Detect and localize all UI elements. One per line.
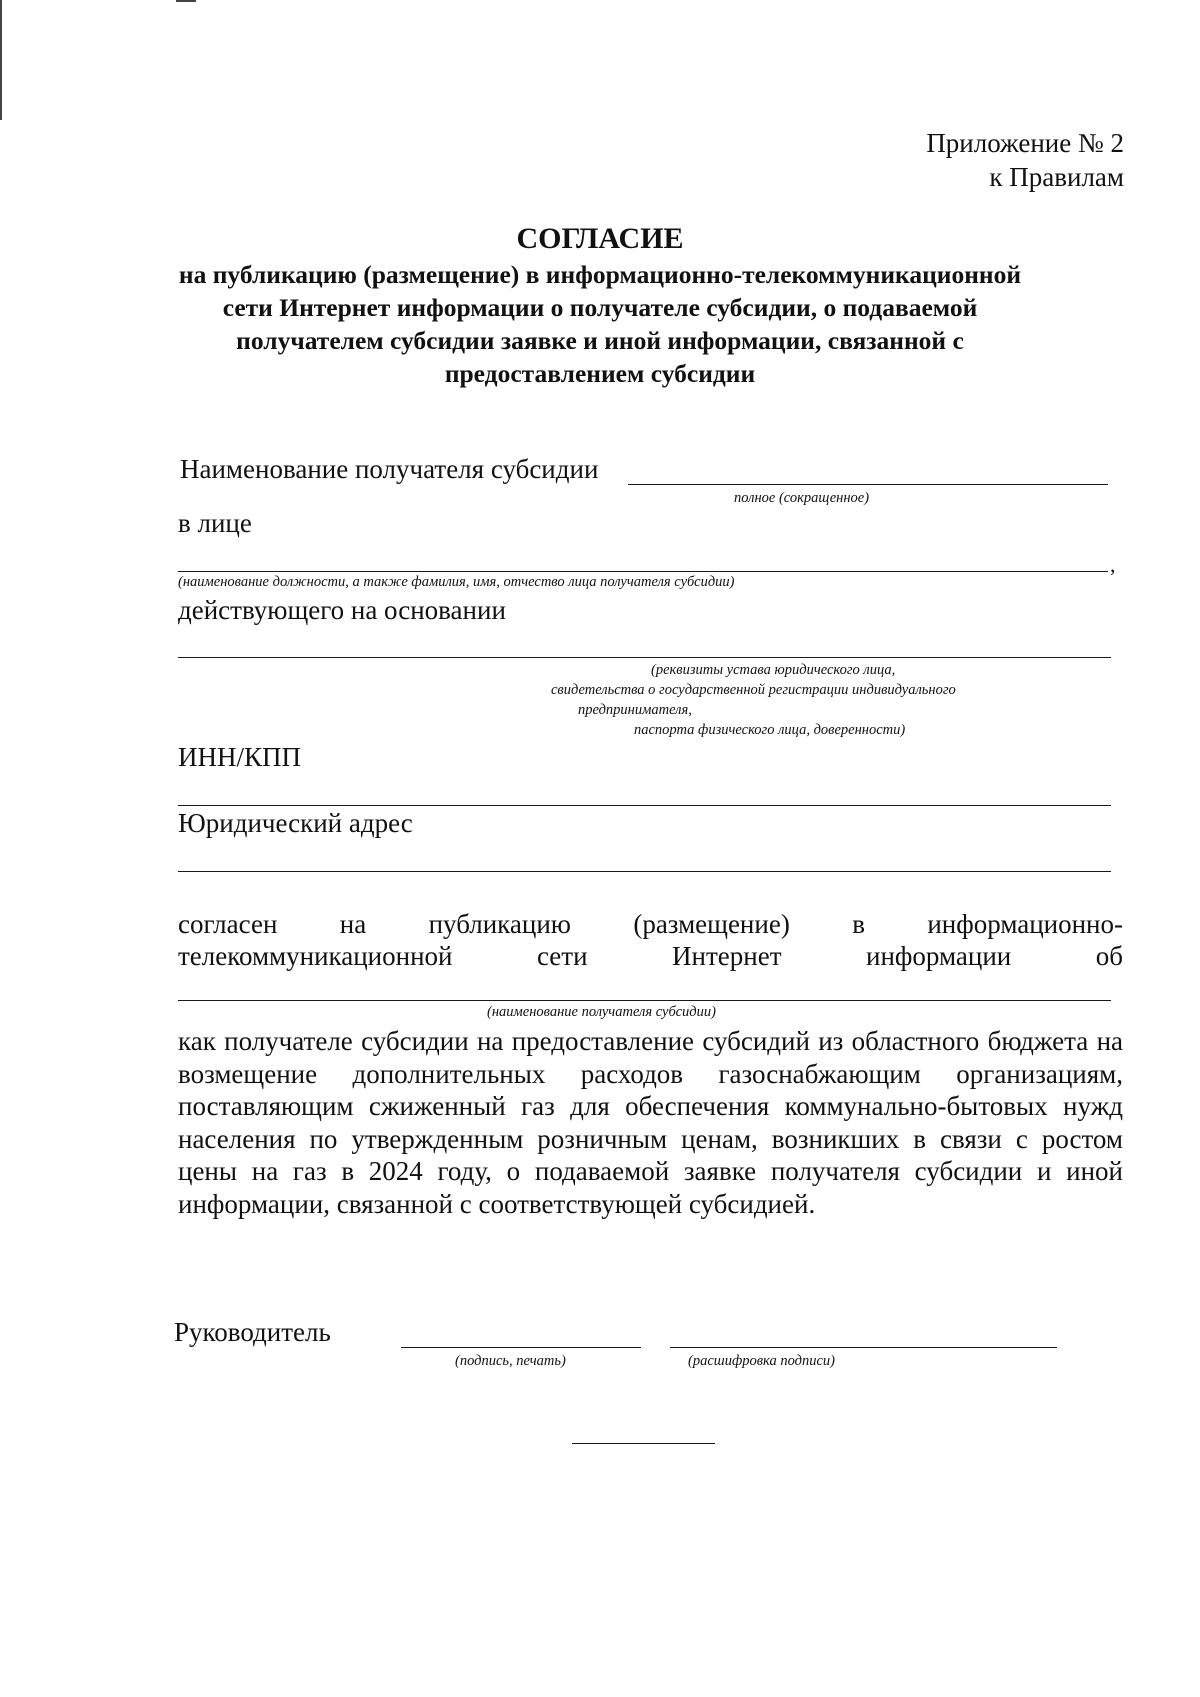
basis-hint-line-4: паспорта физического лица, доверенности) — [634, 722, 906, 738]
title-line-2: сети Интернет информации о получателе субсидии, о подаваемой — [222, 293, 978, 322]
person-comma: , — [1110, 552, 1116, 577]
signature-hint: (подпись, печать) — [455, 1353, 566, 1369]
basis-hint-line-3: предпринимателя, — [578, 702, 692, 718]
closing-divider — [572, 1443, 715, 1444]
consent-line-1: согласен на публикацию (размещение) в информационно- — [178, 909, 1123, 939]
consent-recipient-field[interactable] — [178, 1000, 1111, 1001]
person-label: в лице — [178, 508, 252, 538]
inn-field[interactable] — [178, 805, 1111, 806]
appendix-line-1: Приложение № 2 — [926, 128, 1124, 158]
signature-decode-hint: (расшифровка подписи) — [688, 1353, 836, 1369]
inn-label: ИНН/КПП — [178, 742, 302, 772]
signature-label: Руководитель — [174, 1317, 331, 1347]
appendix-line-2: к Правилам — [989, 162, 1124, 192]
consent-name-hint: (наименование получателя субсидии) — [487, 1004, 716, 1020]
basis-hint-line-2: свидетельства о государственной регистрации индивидуального — [551, 682, 956, 698]
recipient-name-field[interactable] — [628, 484, 1108, 485]
address-field[interactable] — [178, 871, 1111, 872]
recipient-hint: полное (сокращенное) — [734, 490, 870, 506]
signature-field[interactable] — [401, 1347, 641, 1348]
consent-line-2: телекоммуникационной сети Интернет информации об — [178, 941, 1123, 971]
person-field[interactable] — [178, 571, 1108, 572]
scan-mark-top — [176, 0, 196, 2]
recipient-label: Наименование получателя субсидии — [180, 454, 599, 484]
basis-hint-line-1: (реквизиты устава юридического лица, — [651, 662, 896, 678]
basis-label: действующего на основании — [178, 595, 506, 625]
basis-field[interactable] — [178, 657, 1111, 658]
consent-paragraph: как получателе субсидии на предоставление субсидий из областного бюджета на возмещение дополнительных расходов газоснабжающим организациям, поставляющим сжиженный газ для обеспечения коммунально-бытовых нужд населения по утвержденным розничным ценам, возникших в связи с ростом цены на газ в 2024 году, о подаваемой заявке получателя субсидии и иной информации, связанной с соответствующей субсидией. — [178, 1026, 1123, 1219]
person-hint: (наименование должности, а также фамилия, имя, отчество лица получателя субсидии) — [178, 574, 735, 590]
title-line-3: получателем субсидии заявке и иной информации, связанной с — [236, 326, 964, 355]
title-line-4: предоставлением субсидии — [444, 359, 756, 388]
scan-mark-left — [0, 0, 2, 120]
address-label: Юридический адрес — [178, 808, 413, 838]
document-title: СОГЛАСИЕ — [516, 222, 684, 255]
title-line-1: на публикацию (размещение) в информационно-телекоммуникационной — [178, 260, 1022, 289]
signature-decode-field[interactable] — [670, 1347, 1057, 1348]
